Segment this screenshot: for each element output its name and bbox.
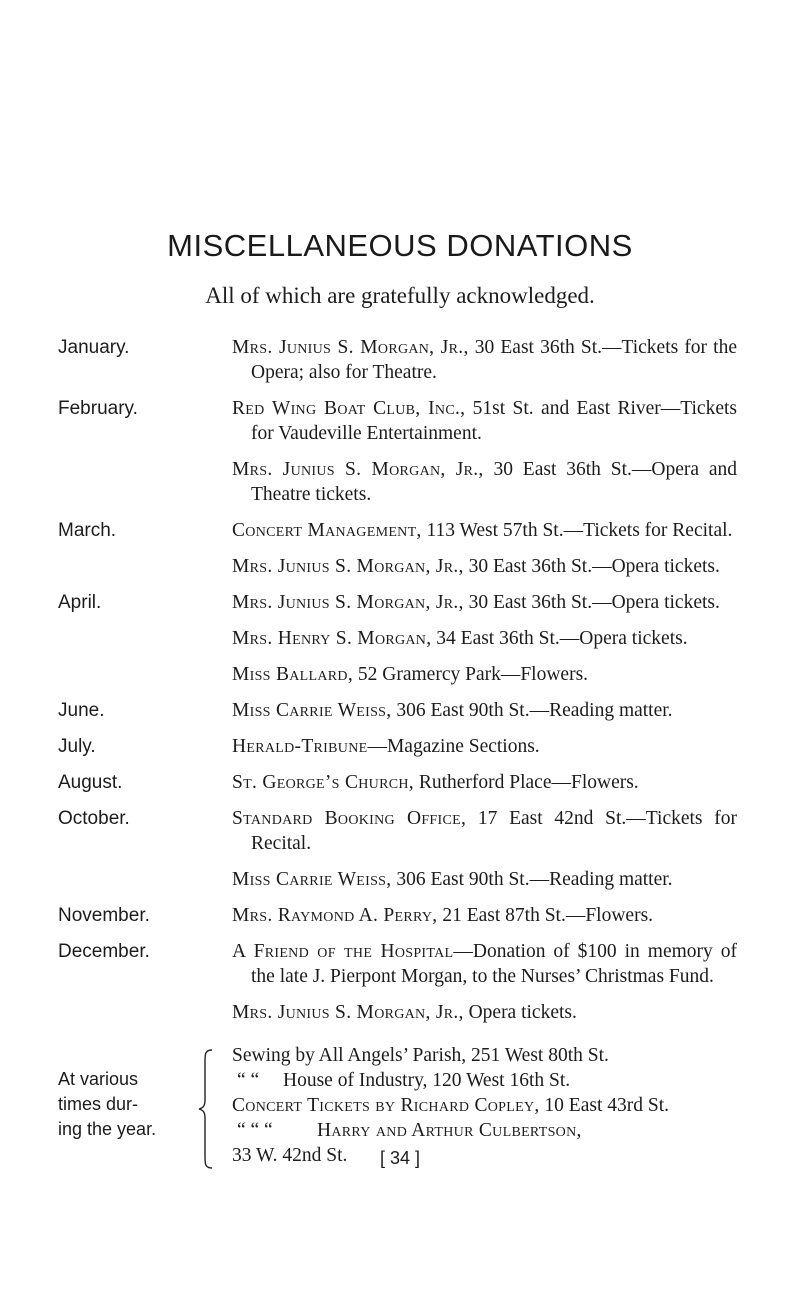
donation-entry — [0, 1000, 800, 1025]
donor-name: Concert Management, — [232, 520, 422, 541]
donation-entry — [0, 457, 800, 507]
various-line-text: House of Industry, 120 West 16th St. — [283, 1070, 571, 1091]
various-label-line: ing the year. — [58, 1119, 157, 1139]
entry-text — [232, 734, 737, 759]
entry-text — [232, 518, 737, 543]
entry-month: July. — [58, 736, 96, 757]
donor-name: Mrs. Junius S. Morgan, Jr., — [232, 459, 484, 480]
donor-name: Harry and Arthur Culbertson, — [317, 1120, 582, 1141]
entry-text — [232, 770, 737, 795]
various-label-line: times dur- — [58, 1094, 139, 1114]
donation-detail: 10 East 43rd St. — [539, 1095, 670, 1116]
donation-detail: 30 East 36th St.—Opera and Theatre tickets. — [251, 459, 737, 505]
entry-text — [232, 1000, 737, 1025]
entry-text — [232, 335, 737, 385]
entry-text — [232, 698, 737, 723]
page-title: MISCELLANEOUS DONATIONS — [167, 228, 633, 263]
donation-detail: —Magazine Sections. — [367, 736, 540, 757]
entry-month: December. — [58, 941, 150, 962]
donor-name: Mrs. Junius S. Morgan, Jr., — [232, 556, 464, 577]
donor-name: Miss Carrie Weiss, — [232, 869, 392, 890]
donation-detail: 30 East 36th St.—Opera tickets. — [463, 592, 720, 613]
entry-month: October. — [58, 808, 130, 829]
donation-detail: Opera tickets. — [463, 1002, 577, 1023]
various-label — [58, 1067, 196, 1142]
various-line: Sewing by All Angels’ Parish, 251 West 80th St. — [232, 1045, 609, 1066]
donor-name: Concert Tickets by Richard Copley, — [232, 1095, 540, 1116]
donor-name: Mrs. Junius S. Morgan, Jr., — [232, 337, 469, 358]
donation-entry — [0, 903, 800, 928]
donor-name: Herald-Tribune — [232, 736, 368, 757]
donor-name: Red Wing Boat Club, Inc., — [232, 398, 466, 419]
entry-month: August. — [58, 772, 123, 793]
donation-detail: 113 West 57th St.—Tickets for Recital. — [421, 520, 733, 541]
donor-name: A Friend of the Hospital — [232, 941, 454, 962]
donation-entry — [0, 770, 800, 795]
entry-text — [232, 903, 737, 928]
donation-entry — [0, 939, 800, 989]
ditto-marks: “ “ “ — [237, 1120, 273, 1141]
entry-text — [232, 554, 737, 579]
donation-entry — [0, 867, 800, 892]
entry-month: April. — [58, 592, 102, 613]
donation-detail: 34 East 36th St.—Opera tickets. — [431, 628, 688, 649]
donation-entry — [0, 734, 800, 759]
donation-entry — [0, 554, 800, 579]
donation-entry — [0, 590, 800, 615]
entry-text — [232, 806, 737, 856]
various-label-line: At various — [58, 1069, 139, 1089]
donation-entry — [0, 396, 800, 446]
entry-text — [232, 457, 737, 507]
entry-text — [232, 867, 737, 892]
entry-text — [232, 939, 737, 989]
donation-entry — [0, 806, 800, 856]
entry-month: February. — [58, 398, 138, 419]
various-line: 33 W. 42nd St. — [232, 1145, 348, 1166]
donor-name: St. George’s Church, — [232, 772, 414, 793]
page-subtitle: All of which are gratefully acknowledged. — [205, 283, 595, 308]
donation-detail: 17 East 42nd St.—Tickets for Recital. — [251, 808, 737, 854]
entry-text — [232, 396, 737, 446]
donation-detail: Rutherford Place—Flowers. — [413, 772, 639, 793]
donation-entry — [0, 626, 800, 651]
entry-text — [232, 590, 737, 615]
various-line — [232, 1118, 737, 1143]
donation-entry — [0, 335, 800, 385]
donations-list — [0, 335, 800, 1173]
donation-entry — [0, 698, 800, 723]
donation-entry — [0, 518, 800, 543]
entry-month: March. — [58, 520, 117, 541]
donation-detail: 30 East 36th St.—Tickets for the Opera; also for Theatre. — [251, 337, 737, 383]
donor-name: Miss Ballard, — [232, 664, 354, 685]
donor-name: Miss Carrie Weiss, — [232, 700, 392, 721]
donation-entry — [0, 662, 800, 687]
donor-name: Standard Booking Office, — [232, 808, 467, 829]
donation-detail: 306 East 90th St.—Reading matter. — [391, 700, 673, 721]
donor-name: Mrs. Junius S. Morgan, Jr., — [232, 1002, 464, 1023]
ditto-marks: “ “ — [237, 1070, 260, 1091]
various-line — [232, 1068, 737, 1093]
donor-name: Mrs. Henry S. Morgan, — [232, 628, 432, 649]
entry-month: November. — [58, 905, 150, 926]
donation-detail: 52 Gramercy Park—Flowers. — [353, 664, 589, 685]
donation-detail: 306 East 90th St.—Reading matter. — [391, 869, 673, 890]
entry-month: June. — [58, 700, 105, 721]
donation-detail: 51st St. and East River—Tickets for Vaudeville Entertainment. — [251, 398, 738, 444]
donation-detail: 21 East 87th St.—Flowers. — [437, 905, 654, 926]
various-line — [232, 1093, 737, 1118]
page-number: [ 34 ] — [379, 1148, 421, 1168]
donor-name: Mrs. Raymond A. Perry, — [232, 905, 438, 926]
donation-detail: 30 East 36th St.—Opera tickets. — [463, 556, 720, 577]
donor-name: Mrs. Junius S. Morgan, Jr., — [232, 592, 464, 613]
entry-text — [232, 626, 737, 651]
donation-detail: —Donation of $100 in memory of the late J. Pierpont Morgan, to the Nurses’ Christmas Fund. — [251, 941, 737, 987]
entry-month: January. — [58, 337, 130, 358]
entry-text — [232, 662, 737, 687]
